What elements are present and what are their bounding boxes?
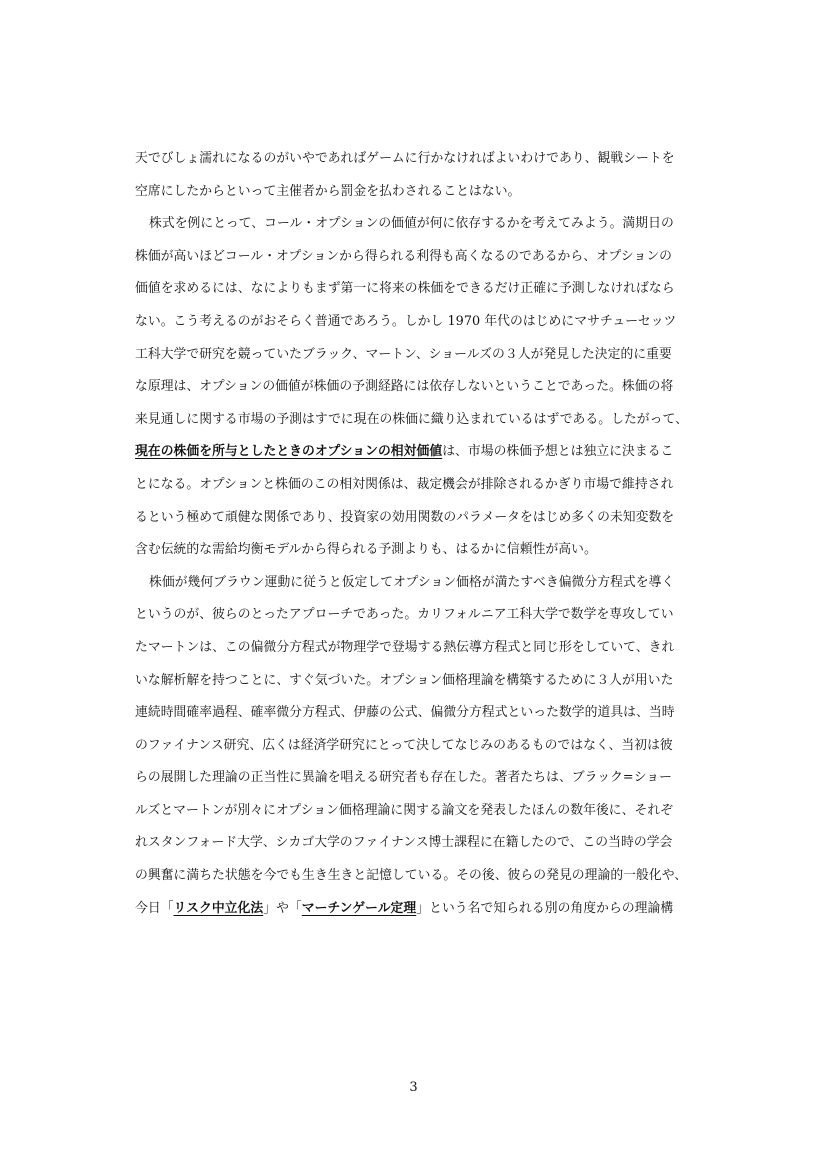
- text-segment: 今日「: [135, 900, 174, 916]
- text-line: 天でびしょ濡れになるのがいやであればゲームに行かなければよいわけであり、観戦シートを: [135, 151, 675, 166]
- text-line: 工科大学で研究を競っていたブラック、マートン、ショールズの３人が発見した決定的に重要: [135, 346, 672, 362]
- text-line: というのが、彼らのとったアプローチであった。カリフォルニア工科大学で数学を専攻してい: [135, 607, 674, 623]
- text-line: れスタンフォード大学、シカゴ大学のファイナンス博士課程に在籍したので、この当時の学会: [135, 835, 673, 851]
- text-line: ルズとマートンが別々にオプション価格理論に関する論文を発表したほんの数年後に、それぞ: [135, 802, 674, 818]
- text-line: たマートンは、この偏微分方程式が物理学で登場する熱伝導方程式と同じ形をしていて、きれ: [135, 639, 675, 655]
- body-text: [135, 145, 735, 927]
- text-segment: 」や「: [263, 900, 302, 916]
- text-line: [135, 438, 735, 471]
- text-line: らの展開した理論の正当性に異論を唱える研究者も存在した。著者たちは、ブラック=ショー: [135, 770, 672, 786]
- underlined-phrase: 現在の株価を所与としたときのオプションの相対価値: [135, 444, 443, 460]
- text-line: ない。こう考えるのがおそらく普通であろう。しかし 1970 年代のはじめにマサチューセッツ: [135, 313, 677, 329]
- text-line: るという極めて頑健な関係であり、投資家の効用関数のパラメータをはじめ多くの未知変数を: [135, 509, 675, 525]
- text-line: 価値を求めるには、なによりもまず第一に将来の株価をできるだけ正確に予測しなければなら: [135, 281, 675, 297]
- paragraph-start-line: 株価が幾何ブラウン運動に従うと仮定してオプション価格が満たすべき偏微分方程式を導く: [149, 574, 675, 590]
- text-line: 連続時間確率過程、確率微分方程式、伊藤の公式、偏微分方程式といった数学的道具は、当時: [135, 705, 675, 721]
- page-number: 3: [409, 1080, 418, 1095]
- text-line: 空席にしたからといって主催者から罰金を払わされることはない。: [135, 183, 521, 199]
- text-line: いな解析解を持つことに、すぐ気づいた。オプション価格理論を構築するために３人が用いた: [135, 672, 674, 688]
- text-line: な原理は、オプションの価値が株価の予測経路には依存しないということであった。株価の将: [135, 379, 674, 395]
- text-line: とになる。オプションと株価のこの相対関係は、裁定機会が排除されるかぎり市場で維持され: [135, 476, 674, 492]
- underlined-term-risk-neutral: リスク中立化法: [173, 900, 264, 916]
- text-line: 含む伝統的な需給均衡モデルから得られる予測よりも、はるかに信頼性が高い。: [135, 542, 597, 558]
- text-segment: 」という名で知られる別の角度からの理論構: [416, 900, 674, 916]
- text-line: のファイナンス研究、広くは経済学研究にとって決してなじみのあるものではなく、当初は彼: [135, 737, 673, 753]
- text-line: 来見通しに関する市場の予測はすでに現在の株価に織り込まれているはずである。したがって、: [135, 411, 688, 427]
- text-line: の興奮に満ちた状態を今でも生き生きと記憶している。その後、彼らの発見の理論的一般化や、: [135, 868, 688, 884]
- underlined-term-martingale: マーチンゲール定理: [301, 900, 417, 916]
- text-segment: は、市場の株価予想とは独立に決まるこ: [442, 444, 674, 460]
- text-line: 株価が高いほどコール・オプションから得られる利得も高くなるのであるから、オプションの: [135, 248, 673, 264]
- paragraph-start-line: 株式を例にとって、コール・オプションの価値が何に依存するかを考えてみよう。満期日の: [149, 216, 674, 232]
- text-line: [135, 895, 735, 928]
